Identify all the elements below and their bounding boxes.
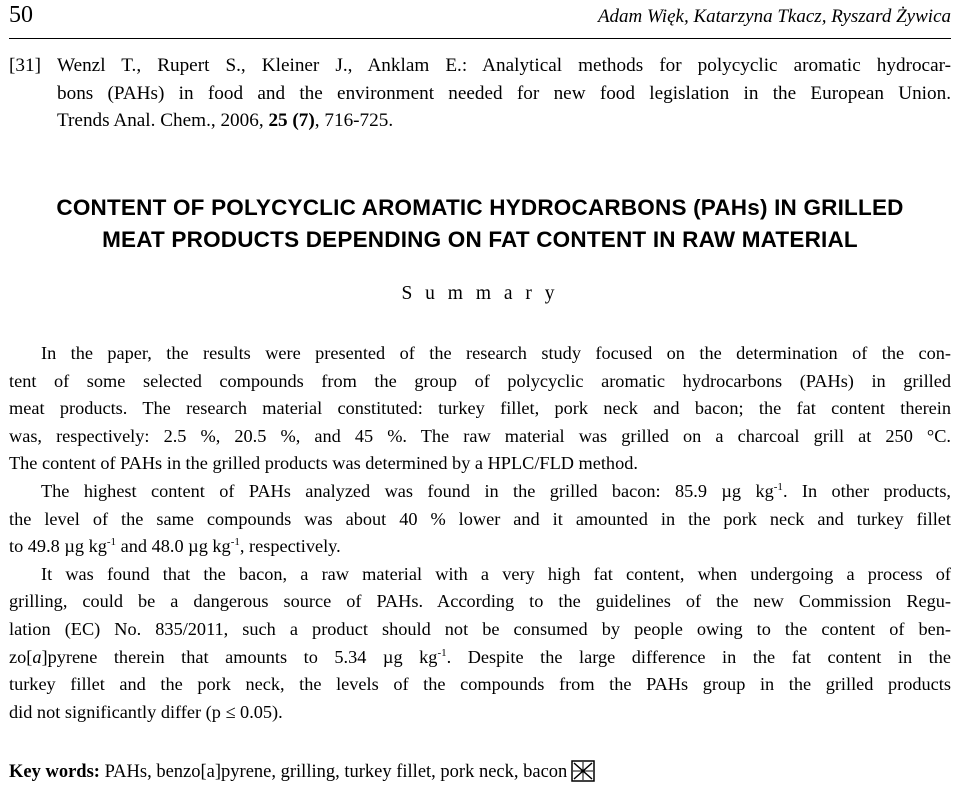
abstract-line: It was found that the bacon, a raw material with a very high fat content, when undergoing a process of <box>41 563 951 584</box>
title-line: CONTENT OF POLYCYCLIC AROMATIC HYDROCARBONS (PAHs) IN GRILLED <box>56 195 904 220</box>
reference-volume: 25 (7) <box>268 110 315 131</box>
header-rule <box>9 38 951 39</box>
reference-text: , 716-725. <box>314 110 394 131</box>
abstract-line: to 49.8 µg $kg^{-1}$ and 48.0 µg $kg^{-1}$, respectively. <box>9 536 341 557</box>
abstract-line: grilling, could be a dangerous source of PAHs. According to the guidelines of the new Commission Regu- <box>9 591 951 612</box>
keywords-text: PAHs, benzo[a]pyrene, grilling, turkey fillet, pork neck, bacon <box>99 762 568 782</box>
reference-number: [31] <box>9 55 41 76</box>
abstract-line: was, respectively: 2.5 %, 20.5 %, and 45 %. The raw material was grilled on a charcoal grill at 250 °C. <box>9 425 951 446</box>
abstract-line: turkey fillet and the pork neck, the levels of the compounds from the PAHs group in the grilled products <box>9 674 951 695</box>
reference-text: bons (PAHs) in food and the environment needed for new food legislation in the European Union. <box>57 82 951 104</box>
page <box>9 0 952 782</box>
summary-heading: S u m m a r y <box>401 283 559 304</box>
keywords-label: Key words: <box>9 762 100 782</box>
abstract-line: tent of some selected compounds from the group of polycyclic aromatic hydrocarbons (PAHs) in grilled <box>9 370 951 391</box>
boxed-cross-icon <box>571 760 595 782</box>
abstract-line: The highest content of PAHs analyzed was found in the grilled bacon: 85.9 µg $kg^{-1}$. In other products, <box>41 480 952 501</box>
abstract-line: The content of PAHs in the grilled products was determined by a HPLC/FLD method. <box>9 453 638 474</box>
abstract-line: the level of the same compounds was about 40 % lower and it amounted in the pork neck and turkey fillet <box>9 508 951 529</box>
header-authors: Adam Więk, Katarzyna Tkacz, Ryszard Żywica <box>597 6 951 27</box>
keywords <box>9 760 595 783</box>
running-header <box>9 0 951 36</box>
reference-line <box>9 107 951 135</box>
title-line: MEAT PRODUCTS DEPENDING ON FAT CONTENT IN RAW MATERIAL <box>102 227 858 252</box>
article-title <box>9 192 951 256</box>
abstract-line: In the paper, the results were presented of the research study focused on the determination of the con- <box>41 343 951 363</box>
reference-text: Trends Anal. Chem., 2006, <box>57 110 269 131</box>
reference-entry <box>9 52 951 135</box>
abstract-line: lation (EC) No. 835/2011, such a product should not be consumed by people owing to the content of ben- <box>9 618 951 639</box>
reference-line <box>9 52 951 80</box>
abstract-line: zo[a]pyrene therein that amounts to 5.34 µg $kg^{-1}$. Despite the large difference in the fat content in the <box>9 646 951 667</box>
page-number: 50 <box>9 2 33 28</box>
abstract-line: meat products. The research material constituted: turkey fillet, pork neck and bacon; the fat content therein <box>9 398 951 419</box>
abstract-line: did not significantly differ (p ≤ 0.05). <box>9 701 283 722</box>
abstract <box>9 340 951 726</box>
reference-line <box>9 80 951 108</box>
reference-text: Wenzl T., Rupert S., Kleiner J., Anklam E.: Analytical methods for polycyclic aromatic hydrocar- <box>57 55 951 76</box>
